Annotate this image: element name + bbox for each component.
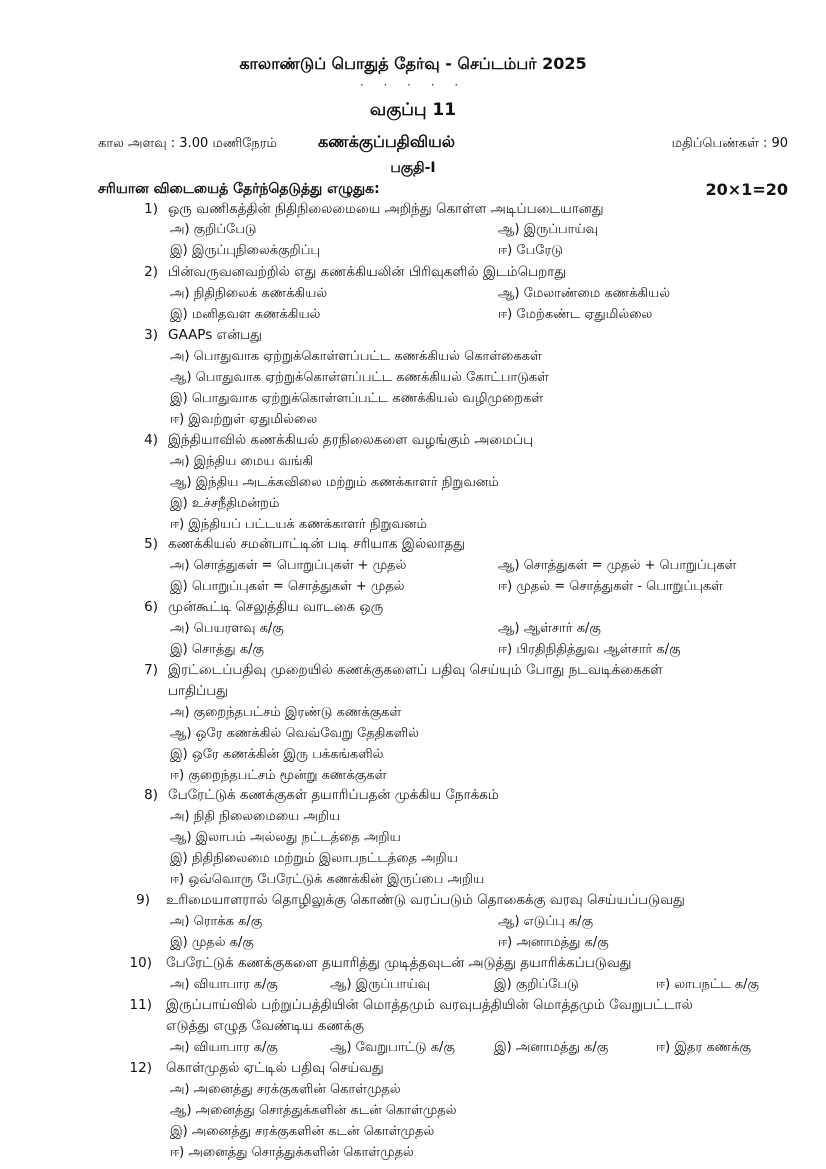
option-d: ஈ) மேற்கண்ட ஏதுமில்லை	[498, 307, 653, 322]
question-number: 3)	[144, 327, 158, 343]
question-text: பேரேட்டுக் கணக்குகளை தயாரித்து முடித்தவுடன் அடுத்து தயாரிக்கப்படுவது	[166, 955, 632, 971]
option-a: அ) பெயரளவு க/கு	[170, 621, 284, 636]
question-number: 10)	[129, 955, 152, 971]
question-number: 12)	[129, 1060, 152, 1076]
option-d: ஈ) லாபநட்ட க/கு	[656, 977, 759, 992]
question-text: கொள்முதல் ஏட்டில் பதிவு செய்வது	[166, 1060, 384, 1076]
option-c: இ) சொத்து க/கு	[170, 642, 265, 657]
option-c: இ) குறிப்பேடு	[494, 977, 579, 992]
question-text: இந்தியாவில் கணக்கியல் தரநிலைகளை வழங்கும் அமைப்பு	[168, 432, 534, 448]
question-text: இரட்டைப்பதிவு முறையில் கணக்குகளைப் பதிவு செய்யும் போது நடவடிக்கைகள்	[168, 662, 663, 678]
time-duration: கால அளவு : 3.00 மணிநேரம்	[98, 136, 277, 151]
question-text: உரிமையாளரால் தொழிலுக்கு கொண்டு வரப்படும் தொகைக்கு வரவு செய்யப்படுவது	[166, 892, 685, 908]
option-b: ஆ) இந்திய அடக்கவிலை மற்றும் கணக்காளர் நிறுவனம்	[170, 475, 499, 490]
decorative-dots: · · · · ·	[359, 78, 467, 92]
option-a: அ) ரொக்க க/கு	[170, 914, 263, 929]
option-c: இ) அனைத்து சரக்குகளின் கடன் கொள்முதல்	[170, 1124, 435, 1139]
question-number: 6)	[144, 599, 158, 615]
instruction: சரியான விடையைத் தேர்ந்தெடுத்து எழுதுக:	[98, 181, 380, 197]
option-c: இ) அனாமத்து க/கு	[494, 1040, 609, 1055]
option-b: ஆ) சொத்துகள் = முதல் + பொறுப்புகள்	[498, 558, 737, 573]
option-a: அ) வியாபார க/கு	[170, 977, 278, 992]
question-number: 5)	[144, 536, 158, 552]
option-d: ஈ) முதல் = சொத்துகள் - பொறுப்புகள்	[498, 579, 723, 594]
question-number: 4)	[144, 432, 158, 448]
question-text-cont: எடுத்து எழுத வேண்டிய கணக்கு	[166, 1018, 365, 1034]
option-b: ஆ) வேறுபாட்டு க/கு	[330, 1040, 455, 1055]
option-b: ஆ) ஆள்சார் க/கு	[498, 621, 601, 636]
option-a: அ) குறைந்தபட்சம் இரண்டு கணக்குகள்	[170, 705, 402, 720]
total-marks: மதிப்பெண்கள் : 90	[671, 136, 788, 151]
option-b: ஆ) மேலாண்மை கணக்கியல்	[498, 286, 671, 301]
option-c: இ) முதல் க/கு	[170, 935, 254, 950]
question-text: இருப்பாய்வில் பற்றுப்பத்தியின் மொத்தமும் வரவுபத்தியின் மொத்தமும் வேறுபட்டால்	[166, 997, 693, 1013]
part-label: பகுதி-I	[390, 160, 436, 176]
question-text-cont: பாதிப்பது	[168, 683, 228, 699]
option-d: ஈ) இதர கணக்கு	[656, 1040, 751, 1055]
option-d: ஈ) இந்தியப் பட்டயக் கணக்காளர் நிறுவனம்	[170, 517, 427, 532]
question-text: பேரேட்டுக் கணக்குகள் தயாரிப்பதன் முக்கிய நோக்கம்	[168, 787, 499, 803]
option-c: இ) பொதுவாக ஏற்றுக்கொள்ளப்பட்ட கணக்கியல் வழிமுறைகள்	[170, 391, 544, 406]
option-d: ஈ) குறைந்தபட்சம் மூன்று கணக்குகள்	[170, 768, 387, 783]
question-text: பின்வருவனவற்றில் எது கணக்கியலின் பிரிவுகளில் இடம்பெறாது	[168, 264, 567, 280]
question-number: 11)	[129, 997, 152, 1013]
option-b: ஆ) இலாபம் அல்லது நட்டத்தை அறிய	[170, 830, 401, 845]
subject-title: கணக்குப்பதிவியல்	[318, 132, 456, 151]
question-number: 9)	[136, 892, 150, 908]
option-a: அ) நிதி நிலைமையை அறிய	[170, 809, 341, 824]
score-formula: 20×1=20	[705, 180, 788, 199]
option-c: இ) பொறுப்புகள் = சொத்துகள் + முதல்	[170, 579, 405, 594]
option-a: அ) சொத்துகள் = பொறுப்புகள் + முதல்	[170, 558, 407, 573]
option-d: ஈ) ஒவ்வொரு பேரேட்டுக் கணக்கின் இருப்பை அறிய	[170, 872, 485, 887]
option-b: ஆ) இருப்பாய்வு	[330, 977, 431, 992]
option-d: ஈ) பேரேடு	[498, 243, 563, 258]
option-c: இ) இருப்புநிலைக்குறிப்பு	[170, 243, 321, 258]
option-c: இ) ஒரே கணக்கின் இரு பக்கங்களில்	[170, 747, 384, 762]
option-c: இ) நிதிநிலைமை மற்றும் இலாபநட்டத்தை அறிய	[170, 851, 458, 866]
option-d: ஈ) இவற்றுள் ஏதுமில்லை	[170, 412, 318, 427]
option-a: அ) அனைத்து சரக்குகளின் கொள்முதல்	[170, 1082, 401, 1097]
question-text: முன்கூட்டி செலுத்திய வாடகை ஒரு	[168, 599, 384, 615]
question-text: GAAPs என்பது	[168, 327, 262, 343]
option-c: இ) உச்சநீதிமன்றம்	[170, 496, 280, 511]
question-text: ஒரு வணிகத்தின் நிதிநிலைமையை அறிந்து கொள்ள அடிப்படையானது	[168, 201, 604, 217]
option-b: ஆ) பொதுவாக ஏற்றுக்கொள்ளப்பட்ட கணக்கியல் கோட்பாடுகள்	[170, 370, 549, 385]
option-c: இ) மனிதவள கணக்கியல்	[170, 307, 321, 322]
option-b: ஆ) இருப்பாய்வு	[498, 222, 599, 237]
question-number: 7)	[144, 662, 158, 678]
option-d: ஈ) அனாமத்து க/கு	[498, 935, 609, 950]
option-a: அ) வியாபார க/கு	[170, 1040, 278, 1055]
option-b: ஆ) எடுப்பு க/கு	[498, 914, 594, 929]
question-number: 2)	[144, 264, 158, 280]
question-number: 1)	[144, 201, 158, 217]
grade-label: வகுப்பு 11	[369, 100, 457, 120]
exam-title: காலாண்டுப் பொதுத் தேர்வு - செப்டம்பர் 2025	[239, 54, 587, 73]
option-a: அ) இந்திய மைய வங்கி	[170, 454, 314, 469]
option-a: அ) பொதுவாக ஏற்றுக்கொள்ளப்பட்ட கணக்கியல் கொள்கைகள்	[170, 349, 542, 364]
question-text: கணக்கியல் சமன்பாட்டின் படி சரியாக இல்லாதது	[168, 536, 465, 552]
option-b: ஆ) அனைத்து சொத்துக்களின் கடன் கொள்முதல்	[170, 1103, 457, 1118]
option-a: அ) நிதிநிலைக் கணக்கியல்	[170, 286, 328, 301]
option-d: ஈ) பிரதிநிதித்துவ ஆள்சார் க/கு	[498, 642, 681, 657]
option-a: அ) குறிப்பேடு	[170, 222, 257, 237]
option-d: ஈ) அனைத்து சொத்துக்களின் கொள்முதல்	[170, 1145, 414, 1160]
option-b: ஆ) ஒரே கணக்கில் வெவ்வேறு தேதிகளில்	[170, 726, 419, 741]
question-number: 8)	[144, 787, 158, 803]
